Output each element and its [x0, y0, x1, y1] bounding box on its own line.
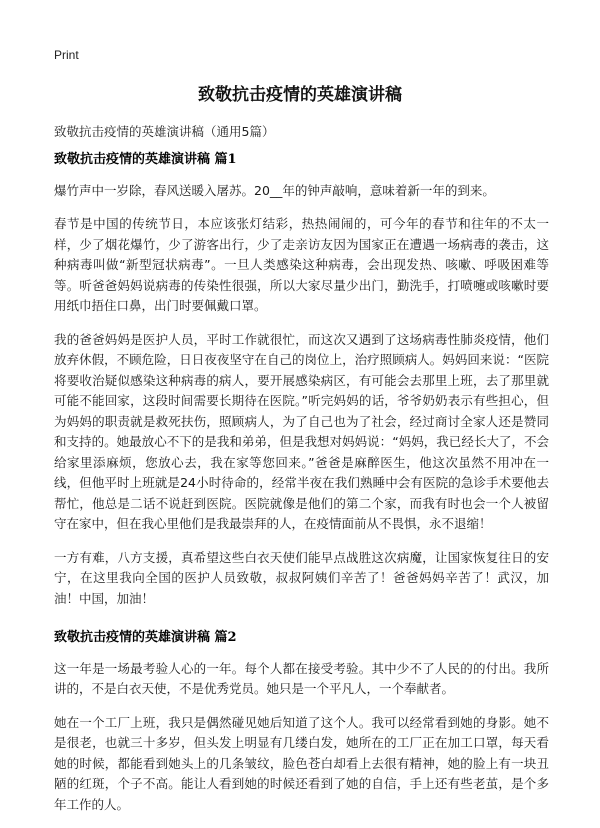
paragraph: 爆竹声中一岁除，春风送暖入屠苏。20__年的钟声敲响，意味着新一年的到来。: [54, 182, 495, 198]
section-2: [54, 628, 549, 815]
paragraph: 她在一个工厂上班，我只是偶然碰见她后知道了这个人。我可以经常看到她的身影。她不是很老，也就三十多岁，但头发上明显有几缕白发，她所在的工厂正在加工口罩，每天看她的时候，都能看到她头上的几条皱纹，脸色苍白却看上去很有精神，她的脸上有一块丑陋的红斑，个子不高。能让人看到她的时候还看到了她的自信，手上还有些老茧，是个多年工作的人。: [54, 714, 549, 812]
section-heading: 致敬抗击疫情的英雄演讲稿 篇1: [54, 152, 237, 167]
document-body: [54, 150, 549, 828]
document-subtitle: 致敬抗击疫情的英雄演讲稿（通用5篇）: [54, 124, 275, 139]
section-heading: 致敬抗击疫情的英雄演讲稿 篇2: [54, 630, 237, 645]
paragraph: 这一年是一场最考验人心的一年。每个人都在接受考验。其中少不了人民的的付出。我所讲的，不是白衣天使，不是优秀党员。她只是一个平凡人，一个奉献者。: [54, 660, 549, 696]
print-link[interactable]: Print: [54, 48, 79, 62]
page-title: 致敬抗击疫情的英雄演讲稿: [198, 85, 402, 105]
paragraph: 我的爸爸妈妈是医护人员，平时工作就很忙，而这次又遇到了这场病毒性肺炎疫情，他们放弃休假，不顾危险，日日夜夜坚守在自己的岗位上，治疗照顾病人。妈妈回来说：“医院将要收治疑似感染这种病毒的病人，要开展感染病区，有可能会去那里上班，去了那里就可能不能回家，这段时间需要长期待在医院。”听完妈妈的话，爷爷奶奶表示有些担心，但为妈妈的职责就是救死扶伤，照顾病人，为了自己也为了社会，经过商讨全家人还是赞同和支持的。她最放心不下的是我和弟弟，但是我想对妈妈说：“妈妈，我已经长大了，不会给家里添麻烦，您放心去，我在家等您回来。”爸爸是麻醉医生，他这次虽然不用冲在一线，但他平时上班就是24小时待命的，经常半夜在我们熟睡中会有医院的急诊手术要他去帮忙，他总是二话不说赶到医院。医院就像是他们的第二个家，而我有时也会一个人被留守在家中，但在我心里他们是我最崇拜的人，在疫情面前从不畏惧，永不退缩！: [54, 331, 549, 531]
paragraph: 春节是中国的传统节日，本应该张灯结彩，热热闹闹的，可今年的春节和往年的不太一样，少了烟花爆竹，少了游客出行，少了走亲访友因为国家正在遭遇一场病毒的袭击，这种病毒叫做“新型冠状病毒”。一旦人类感染这种病毒，会出现发热、咳嗽、呼吸困难等等。听爸爸妈妈说病毒的传染性很强，所以大家尽量少出门，勤洗手，打喷嚏或咳嗽时要用纸巾捂住口鼻，出门时要佩戴口罩。: [54, 216, 549, 313]
paragraph: 一方有难，八方支援，真希望这些白衣天使们能早点战胜这次病魔，让国家恢复往日的安宁，在这里我向全国的医护人员致敬，叔叔阿姨们辛苦了！爸爸妈妈辛苦了！武汉，加油！中国，加油！: [54, 549, 549, 606]
section-1: [54, 150, 549, 609]
